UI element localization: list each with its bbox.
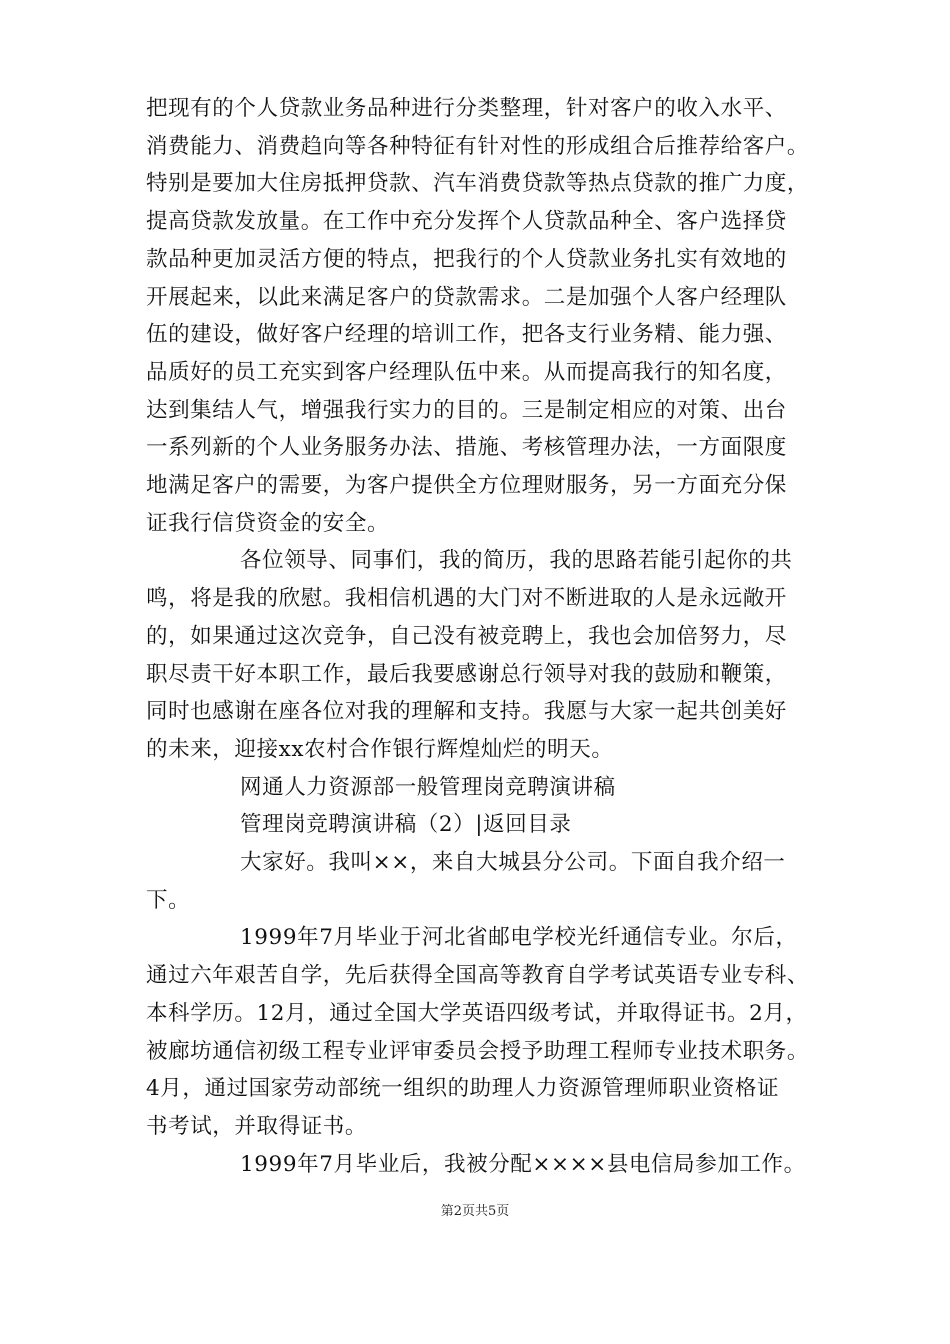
text-line: 开展起来，以此来满足客户的贷款需求。二是加强个人客户经理队 xyxy=(146,285,787,310)
text-line: 鸣，将是我的欣慰。我相信机遇的大门对不断进取的人是永远敞开 xyxy=(146,586,787,611)
text-line: 的，如果通过这次竞争，自己没有被竞聘上，我也会加倍努力，尽 xyxy=(146,624,787,649)
text-line: 4月，通过国家劳动部统一组织的助理人力资源管理师职业资格证 xyxy=(146,1076,780,1101)
text-line: 把现有的个人贷款业务品种进行分类整理，针对客户的收入水平、 xyxy=(146,96,787,121)
section-heading: 网通人力资源部一般管理岗竞聘演讲稿 xyxy=(240,775,616,800)
text-line: 1999年7月毕业于河北省邮电学校光纤通信专业。尔后， xyxy=(240,925,798,950)
text-line: 本科学历。12月，通过全国大学英语四级考试，并取得证书。2月， xyxy=(146,1001,808,1026)
text-line: 品质好的员工充实到客户经理队伍中来。从而提高我行的知名度， xyxy=(146,360,787,385)
text-line: 特别是要加大住房抵押贷款、汽车消费贷款等热点贷款的推广力度， xyxy=(146,171,810,196)
text-line: 的未来，迎接xx农村合作银行辉煌灿烂的明天。 xyxy=(146,737,614,762)
text-line: 款品种更加灵活方便的特点，把我行的个人贷款业务扎实有效地的 xyxy=(146,247,787,272)
text-line: 1999年7月毕业后，我被分配××××县电信局参加工作。 xyxy=(240,1152,806,1177)
text-line: 职尽责干好本职工作，最后我要感谢总行领导对我的鼓励和鞭策， xyxy=(146,662,787,687)
text-line: 伍的建设，做好客户经理的培训工作，把各支行业务精、能力强、 xyxy=(146,322,787,347)
text-line: 证我行信贷资金的安全。 xyxy=(146,511,390,536)
text-line: 下。 xyxy=(146,888,191,913)
text-line: 通过六年艰苦自学，先后获得全国高等教育自学考试英语专业专科、 xyxy=(146,963,810,988)
text-line: 大家好。我叫××，来自大城县分公司。下面自我介绍一 xyxy=(240,850,786,875)
text-line: 一系列新的个人业务服务办法、措施、考核管理办法，一方面限度 xyxy=(146,435,787,460)
text-line: 书考试，并取得证书。 xyxy=(146,1114,368,1139)
text-line: 达到集结人气，增强我行实力的目的。三是制定相应的对策、出台 xyxy=(146,398,787,423)
section-heading: 管理岗竞聘演讲稿（2）|返回目录 xyxy=(240,812,572,837)
text-line: 同时也感谢在座各位对我的理解和支持。我愿与大家一起共创美好 xyxy=(146,699,787,724)
text-line: 消费能力、消费趋向等各种特征有针对性的形成组合后推荐给客户。 xyxy=(146,134,810,159)
page-number: 第2页共5页 xyxy=(440,1204,510,1219)
text-line: 提高贷款发放量。在工作中充分发挥个人贷款品种全、客户选择贷 xyxy=(146,209,787,234)
text-line: 各位领导、同事们，我的简历，我的思路若能引起你的共 xyxy=(240,548,793,573)
text-line: 地满足客户的需要，为客户提供全方位理财服务，另一方面充分保 xyxy=(146,473,787,498)
text-line: 被廊坊通信初级工程专业评审委员会授予助理工程师专业技术职务。 xyxy=(146,1039,810,1064)
